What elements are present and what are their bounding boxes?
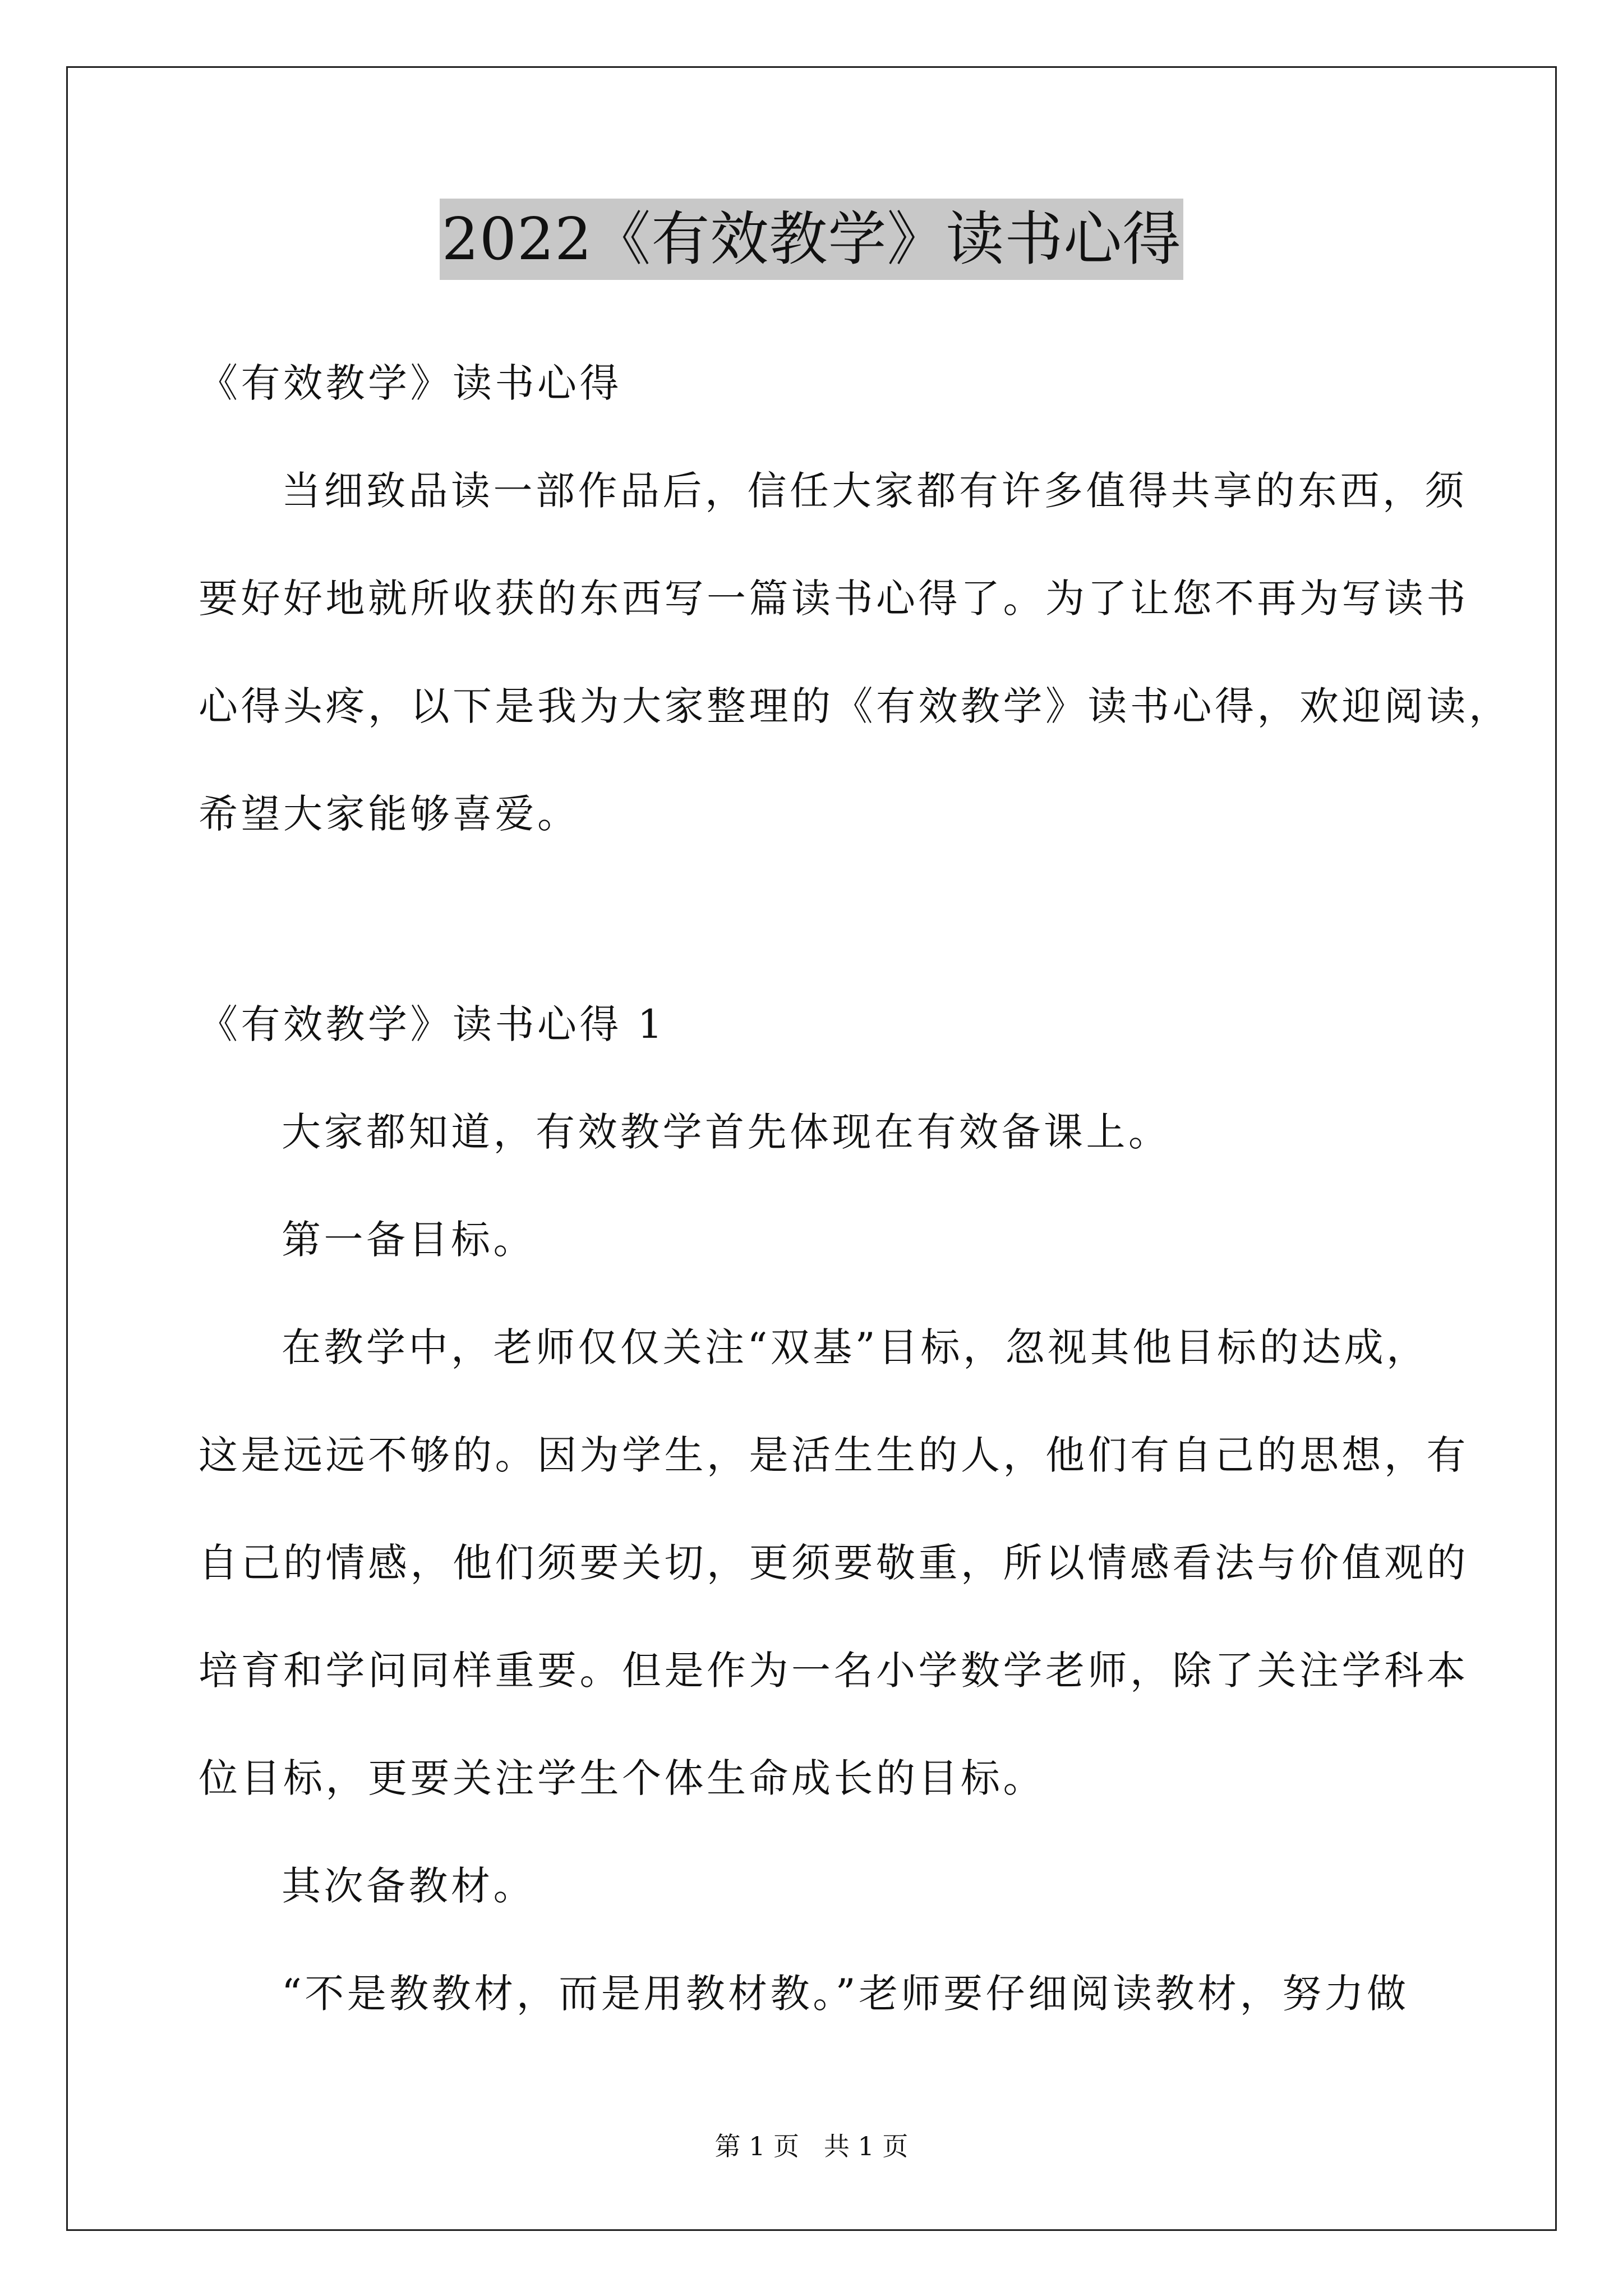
section-heading: 《有效教学》读书心得 1 bbox=[199, 1001, 666, 1047]
paragraph-line: “不是教教材，而是用教材教。”老师要仔细阅读教材，努力做 bbox=[282, 1971, 1409, 2017]
paragraph-line: 培育和学问同样重要。但是作为一名小学数学老师，除了关注学科本 bbox=[199, 1648, 1469, 1694]
paragraph-line: 希望大家能够喜爱。 bbox=[199, 791, 580, 837]
paragraph-line: 自己的情感，他们须要关切，更须要敬重，所以情感看法与价值观的 bbox=[199, 1540, 1469, 1586]
document-title-block bbox=[0, 199, 1623, 280]
section-heading: 《有效教学》读书心得 bbox=[199, 360, 622, 406]
paragraph-line: 当细致品读一部作品后，信任大家都有许多值得共享的东西，须 bbox=[282, 468, 1467, 514]
paragraph-line: 其次备教材。 bbox=[282, 1863, 536, 1909]
paragraph-line: 位目标，更要关注学生个体生命成长的目标。 bbox=[199, 1755, 1045, 1801]
paragraph-line: 要好好地就所收获的东西写一篇读书心得了。为了让您不再为写读书 bbox=[199, 576, 1469, 622]
page-number-footer: 第 1 页 共 1 页 bbox=[714, 2131, 909, 2161]
paragraph-line: 大家都知道，有效教学首先体现在有效备课上。 bbox=[282, 1109, 1171, 1155]
paragraph-line: 心得头疼，以下是我为大家整理的《有效教学》读书心得，欢迎阅读， bbox=[199, 683, 1511, 729]
paragraph-line: 这是远远不够的。因为学生，是活生生的人，他们有自己的思想，有 bbox=[199, 1432, 1469, 1478]
paragraph-line: 第一备目标。 bbox=[282, 1217, 536, 1263]
paragraph-line: 在教学中，老师仅仅关注“双基”目标，忽视其他目标的达成， bbox=[282, 1324, 1429, 1370]
document-title: 2022《有效教学》读书心得 bbox=[440, 199, 1184, 280]
